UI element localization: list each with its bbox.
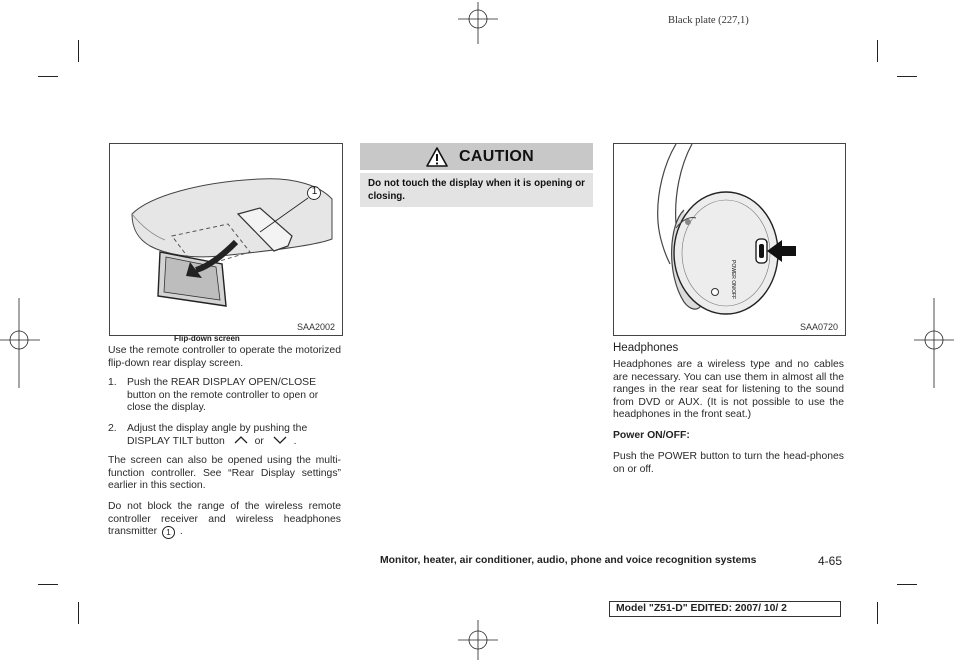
figure-caption: Flip-down screen (174, 334, 240, 343)
power-paragraph: Push the POWER button to turn the head-phones on or off. (613, 451, 844, 475)
model-label: Model "Z51-D" EDITED: 2007/ 10/ 2 (616, 603, 787, 614)
block-range-end: . (179, 526, 183, 538)
power-button-label: POWER ON/OFF (730, 260, 736, 300)
model-box (609, 601, 841, 617)
footer-section-title: Monitor, heater, air conditioner, audio, phone and voice recognition systems (380, 555, 757, 566)
step-2-line-1: Adjust the display angle by pushing the (127, 423, 308, 434)
intro-paragraph: Use the remote controller to operate the motorized flip-down rear display screen. (108, 345, 341, 369)
figure-callout-1: 1 (311, 186, 318, 197)
page-number: 4-65 (818, 554, 843, 568)
headphones-illustration (614, 144, 845, 335)
caution-title: CAUTION (459, 148, 534, 165)
section-heading: Headphones (613, 342, 679, 354)
chevron-down-icon (272, 435, 288, 445)
headphones-paragraph: Headphones are a wireless type and no cables are necessary. You can use them in almost all the ranges in the rear seat for listening to the sound from DVD or AUX. (It is not possible to use the headphones in the front seat.) (613, 359, 844, 421)
plate-label: Black plate (227,1) (668, 15, 749, 26)
flip-down-screen-illustration (110, 144, 342, 335)
warning-icon (426, 147, 448, 167)
step-1-number: 1. (108, 377, 117, 388)
multi-function-paragraph: The screen can also be opened using the multi-function controller. See “Rear Display settings” earlier in this section. (108, 455, 341, 492)
registration-mark-bottom (452, 620, 504, 660)
step-1-line-3: close the display. (127, 402, 206, 413)
figure-code: SAA2002 (297, 322, 336, 332)
step-1-line-2: button on the remote controller to open or (127, 390, 319, 401)
registration-mark-top (452, 2, 504, 44)
block-range-text: Do not block the range of the wireless remote controller receiver and wireless headphones transmitter (108, 501, 341, 538)
caution-body (360, 173, 593, 207)
registration-mark-right (914, 298, 954, 388)
step-2-line-2 (127, 435, 297, 449)
figure-code-right: SAA0720 (800, 322, 839, 332)
registration-mark-left (0, 298, 40, 388)
caution-header (360, 143, 593, 170)
block-callout-number: 1 (166, 527, 171, 538)
chevron-up-icon (233, 435, 249, 445)
figure-headphones (613, 143, 846, 336)
block-range-paragraph (108, 501, 341, 539)
step-2-or: or (254, 436, 264, 447)
figure-flip-down-screen (109, 143, 343, 336)
step-2-number: 2. (108, 423, 117, 434)
step-2-line-2-pre: DISPLAY TILT button (127, 436, 225, 447)
caution-text: Do not touch the display when it is opening or closing. (368, 178, 585, 202)
step-2-end: . (293, 436, 297, 447)
step-1-line-1: Push the REAR DISPLAY OPEN/CLOSE (127, 377, 317, 388)
power-subheading: Power ON/OFF: (613, 430, 690, 441)
callout-1-icon (162, 526, 175, 539)
